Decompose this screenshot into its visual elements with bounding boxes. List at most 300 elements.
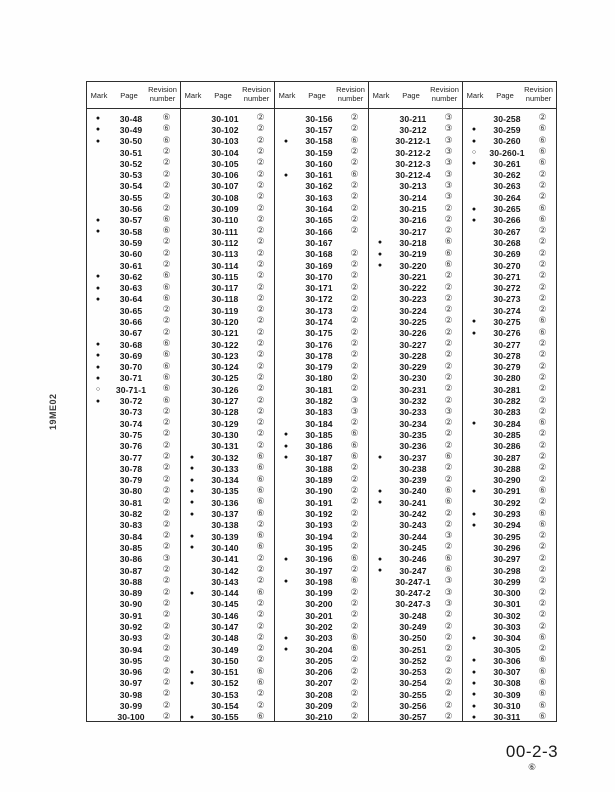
revision-number-cell: ② bbox=[444, 395, 453, 406]
revision-number-cell: ⑥ bbox=[444, 237, 453, 248]
column-header bbox=[275, 82, 368, 109]
page-number-cell: 30-241 bbox=[399, 497, 427, 508]
table-row bbox=[87, 395, 180, 406]
revision-number-cell: ⑥ bbox=[162, 372, 171, 383]
page-number-cell: 30-105 bbox=[211, 158, 239, 169]
page-number-cell: 30-123 bbox=[211, 350, 239, 361]
page-number-cell: 30-120 bbox=[211, 316, 239, 327]
revision-number-cell: ② bbox=[538, 474, 547, 485]
table-row bbox=[181, 158, 274, 169]
page-number-cell: 30-143 bbox=[211, 576, 239, 587]
header-page-label: Page bbox=[120, 90, 138, 100]
page-number-cell: 30-290 bbox=[493, 475, 521, 486]
table-row bbox=[181, 700, 274, 711]
revision-number-cell: ⑥ bbox=[256, 531, 265, 542]
revision-number-cell: ② bbox=[538, 169, 547, 180]
table-row bbox=[369, 576, 462, 587]
page-number-cell: 30-303 bbox=[493, 622, 521, 632]
page-number-cell: 30-178 bbox=[305, 350, 333, 361]
page-number-cell: 30-84 bbox=[119, 531, 143, 542]
revision-number-cell: ② bbox=[256, 610, 265, 621]
table-row bbox=[275, 384, 368, 395]
page-number-cell: 30-213 bbox=[399, 181, 427, 192]
revision-number-cell: ⑥ bbox=[444, 497, 453, 508]
revision-number-cell: ② bbox=[538, 260, 547, 270]
revision-number-cell: ② bbox=[444, 463, 453, 474]
page-number-cell: 30-188 bbox=[305, 463, 333, 474]
page-number-cell: 30-67 bbox=[119, 328, 143, 339]
revision-number-cell: ② bbox=[256, 271, 265, 282]
table-row bbox=[369, 542, 462, 553]
revision-number-cell: ② bbox=[538, 372, 547, 383]
revised-mark-icon: ● bbox=[471, 420, 477, 428]
page-number-cell: 30-264 bbox=[493, 192, 521, 203]
table-row bbox=[463, 260, 556, 271]
page-number-cell: 30-300 bbox=[493, 588, 521, 599]
page-number-cell: 30-86 bbox=[119, 554, 143, 565]
page-number-cell: 30-247 bbox=[399, 565, 427, 576]
page-number-cell: 30-169 bbox=[305, 260, 333, 271]
page-number-cell: 30-149 bbox=[211, 644, 239, 655]
header-mark-label: Mark bbox=[184, 90, 202, 100]
revision-number-cell: ⑥ bbox=[350, 440, 359, 451]
page-number-cell: 30-74 bbox=[119, 418, 143, 429]
table-row bbox=[275, 508, 368, 519]
page-number-cell: 30-199 bbox=[305, 588, 333, 599]
revised-mark-icon: ● bbox=[283, 555, 289, 563]
page-number-cell: 30-100 bbox=[117, 712, 145, 721]
table-row bbox=[275, 599, 368, 610]
page-number-cell: 30-239 bbox=[399, 475, 427, 486]
revision-number-cell: ② bbox=[162, 666, 171, 677]
page-number-cell: 30-229 bbox=[399, 362, 427, 373]
revision-number-cell: ② bbox=[256, 350, 265, 361]
table-row bbox=[463, 554, 556, 565]
revised-mark-icon: ● bbox=[189, 454, 195, 462]
revision-number-cell: ② bbox=[350, 203, 359, 214]
table-row bbox=[275, 441, 368, 452]
revised-mark-icon: ● bbox=[471, 318, 477, 326]
page-number-cell: 30-208 bbox=[305, 689, 333, 700]
revision-number-cell: ② bbox=[350, 271, 359, 282]
revision-number-cell: ② bbox=[444, 677, 453, 688]
table-row bbox=[463, 497, 556, 508]
table-row bbox=[463, 249, 556, 260]
page-number-cell: 30-198 bbox=[305, 576, 333, 587]
revision-number-cell: ⑥ bbox=[350, 169, 359, 180]
page-number-cell: 30-210 bbox=[305, 712, 333, 721]
table-row bbox=[275, 610, 368, 621]
revision-number-cell: ② bbox=[350, 282, 359, 293]
table-row bbox=[87, 475, 180, 486]
page-number-cell: 30-131 bbox=[211, 441, 239, 452]
page-number-cell: 30-53 bbox=[119, 170, 143, 181]
page-number-cell: 30-181 bbox=[305, 384, 333, 395]
revised-mark-icon: ● bbox=[189, 668, 195, 676]
revision-number-cell: ② bbox=[162, 203, 171, 214]
revision-number-cell: ⑥ bbox=[538, 485, 547, 496]
revision-number-cell: ② bbox=[256, 158, 265, 169]
revision-number-cell: ② bbox=[350, 226, 359, 237]
revision-number-cell: ② bbox=[444, 632, 453, 643]
table-row bbox=[369, 362, 462, 373]
revision-number-cell: ⑥ bbox=[256, 542, 265, 553]
table-row bbox=[275, 237, 368, 248]
page-number-cell: 30-203 bbox=[305, 633, 333, 644]
column-header bbox=[369, 82, 462, 109]
revision-number-cell: ② bbox=[350, 621, 359, 632]
revision-number-cell: ② bbox=[444, 293, 453, 304]
revision-number-cell: ② bbox=[256, 372, 265, 383]
page-number-cell: 30-48 bbox=[119, 113, 143, 124]
page-number-cell: 30-292 bbox=[493, 497, 521, 508]
revision-number-cell: ② bbox=[162, 689, 171, 700]
revision-number-cell: ② bbox=[350, 565, 359, 576]
revised-mark-icon: ● bbox=[95, 115, 101, 123]
page-number-cell: 30-244 bbox=[399, 531, 427, 542]
page-number-cell: 30-163 bbox=[305, 192, 333, 203]
table-row bbox=[463, 576, 556, 587]
revised-mark-icon: ● bbox=[471, 329, 477, 337]
revision-number-cell: ② bbox=[162, 237, 171, 248]
table-row bbox=[463, 463, 556, 474]
page-number-cell: 30-96 bbox=[119, 667, 143, 678]
revision-number-cell: ② bbox=[538, 429, 547, 440]
table-row bbox=[181, 237, 274, 248]
page-number-cell: 30-85 bbox=[119, 542, 143, 553]
revision-number-cell: ② bbox=[162, 474, 171, 485]
revision-number-cell: ② bbox=[162, 463, 171, 474]
revision-number-cell: ② bbox=[538, 395, 547, 406]
revision-number-cell: ③ bbox=[444, 598, 453, 609]
revision-number-cell: ② bbox=[350, 361, 359, 372]
revision-number-cell: ② bbox=[350, 519, 359, 530]
page-number-cell: 30-279 bbox=[493, 362, 521, 373]
page-number-cell: 30-78 bbox=[119, 463, 143, 474]
revision-number-cell: ② bbox=[350, 508, 359, 519]
table-row bbox=[369, 237, 462, 248]
revision-number-cell: ⑥ bbox=[256, 485, 265, 496]
table-row bbox=[181, 678, 274, 689]
table-row bbox=[275, 147, 368, 158]
page-number-cell: 30-142 bbox=[211, 565, 239, 576]
table-row bbox=[87, 203, 180, 214]
revision-number-cell: ② bbox=[444, 621, 453, 632]
revision-number-cell: ② bbox=[256, 147, 265, 158]
page-number-cell: 30-92 bbox=[119, 622, 143, 632]
revision-number-cell: ⑥ bbox=[538, 203, 547, 214]
table-row bbox=[369, 328, 462, 339]
page-number-cell: 30-275 bbox=[493, 316, 521, 327]
revision-number-cell: ② bbox=[444, 666, 453, 677]
page-number-cell: 30-233 bbox=[399, 407, 427, 418]
table-row bbox=[87, 305, 180, 316]
table-row bbox=[463, 316, 556, 327]
page-number-cell: 30-52 bbox=[119, 158, 143, 169]
page-number-cell: 30-253 bbox=[399, 667, 427, 678]
page-number-cell: 30-62 bbox=[119, 271, 143, 282]
revision-number-cell: ② bbox=[162, 677, 171, 688]
revision-number-cell: ③ bbox=[444, 135, 453, 146]
table-row bbox=[463, 384, 556, 395]
revision-number-cell: ⑥ bbox=[162, 135, 171, 146]
revision-number-cell: ② bbox=[256, 598, 265, 609]
added-mark-icon: ○ bbox=[95, 386, 101, 394]
table-row bbox=[463, 542, 556, 553]
page-number-cell: 30-224 bbox=[399, 305, 427, 316]
revision-number-cell: ② bbox=[444, 339, 453, 350]
page-number-cell: 30-260-1 bbox=[489, 147, 525, 158]
table-row bbox=[275, 407, 368, 418]
table-row bbox=[181, 260, 274, 271]
table-row bbox=[87, 192, 180, 203]
page-number-cell: 30-139 bbox=[211, 531, 239, 542]
page-number-cell: 30-282 bbox=[493, 396, 521, 407]
revision-number-cell: ② bbox=[256, 632, 265, 643]
revised-mark-icon: ● bbox=[377, 250, 383, 258]
table-row bbox=[87, 689, 180, 700]
revised-mark-icon: ● bbox=[377, 567, 383, 575]
table-row bbox=[463, 271, 556, 282]
page-number-cell: 30-173 bbox=[305, 305, 333, 316]
table-row bbox=[463, 452, 556, 463]
table-row bbox=[181, 339, 274, 350]
page-number-cell: 30-291 bbox=[493, 486, 521, 497]
revision-number-cell: ② bbox=[256, 282, 265, 293]
page-number-cell: 30-269 bbox=[493, 249, 521, 260]
revision-number-cell: ⑥ bbox=[538, 124, 547, 135]
revision-number-cell: ③ bbox=[444, 180, 453, 191]
page-number-cell: 30-56 bbox=[119, 204, 143, 215]
header-mark-label: Mark bbox=[466, 90, 484, 100]
page-number-cell: 30-121 bbox=[211, 328, 239, 339]
table-row bbox=[369, 147, 462, 158]
revision-number-cell: ② bbox=[256, 644, 265, 655]
page-number-cell: 30-193 bbox=[305, 520, 333, 531]
revision-number-cell: ② bbox=[350, 700, 359, 711]
page-number-cell: 30-302 bbox=[493, 610, 521, 621]
table-row bbox=[369, 610, 462, 621]
revision-number-cell: ⑥ bbox=[444, 553, 453, 564]
table-row bbox=[275, 158, 368, 169]
page-number-cell: 30-70 bbox=[119, 362, 143, 373]
table-row bbox=[275, 226, 368, 237]
revision-number-cell: ② bbox=[444, 610, 453, 621]
table-row bbox=[87, 294, 180, 305]
table-row bbox=[181, 452, 274, 463]
table-row bbox=[275, 124, 368, 135]
table-row bbox=[181, 712, 274, 721]
revision-number-cell: ② bbox=[350, 689, 359, 700]
revised-mark-icon: ● bbox=[95, 137, 101, 145]
revision-number-cell: ② bbox=[538, 237, 547, 248]
page-number-cell: 30-136 bbox=[211, 497, 239, 508]
footer-page-number: 00-2-3 bbox=[505, 742, 559, 761]
revision-number-cell: ② bbox=[538, 565, 547, 576]
revision-number-cell: ② bbox=[162, 316, 171, 327]
revision-number-cell: ② bbox=[538, 192, 547, 203]
table-row bbox=[369, 531, 462, 542]
table-row bbox=[181, 610, 274, 621]
revision-number-cell: ③ bbox=[350, 395, 359, 406]
table-row bbox=[87, 565, 180, 576]
table-row bbox=[275, 667, 368, 678]
revision-number-cell: ② bbox=[350, 248, 359, 259]
page-number-cell: 30-180 bbox=[305, 373, 333, 384]
revised-mark-icon: ● bbox=[471, 126, 477, 134]
page-number-cell: 30-132 bbox=[211, 452, 239, 463]
table-row bbox=[87, 373, 180, 384]
table-row bbox=[275, 282, 368, 293]
table-row bbox=[463, 169, 556, 180]
page-number-cell: 30-265 bbox=[493, 204, 521, 215]
table-row bbox=[181, 587, 274, 598]
table-row bbox=[181, 328, 274, 339]
revision-number-cell: ② bbox=[538, 305, 547, 316]
page-number-cell: 30-128 bbox=[211, 407, 239, 418]
table-row bbox=[369, 667, 462, 678]
table-row bbox=[275, 621, 368, 632]
table-row bbox=[463, 203, 556, 214]
page-number-cell: 30-145 bbox=[211, 599, 239, 610]
table-row bbox=[87, 429, 180, 440]
table-row bbox=[275, 395, 368, 406]
revision-number-cell: ② bbox=[538, 180, 547, 191]
table-row bbox=[369, 497, 462, 508]
revision-number-cell: ② bbox=[256, 226, 265, 237]
table-row bbox=[87, 554, 180, 565]
revision-number-cell: ② bbox=[350, 158, 359, 169]
revision-number-cell: ② bbox=[162, 497, 171, 508]
revised-mark-icon: ● bbox=[283, 171, 289, 179]
page-number-cell: 30-234 bbox=[399, 418, 427, 429]
revision-number-cell: ② bbox=[444, 327, 453, 338]
page-number-cell: 30-254 bbox=[399, 678, 427, 689]
revision-number-cell: ② bbox=[162, 598, 171, 609]
table-row bbox=[463, 362, 556, 373]
table-row bbox=[275, 203, 368, 214]
page-number-cell: 30-192 bbox=[305, 509, 333, 520]
table-row bbox=[463, 237, 556, 248]
table-row bbox=[275, 520, 368, 531]
page-number-cell: 30-135 bbox=[211, 486, 239, 497]
revision-number-cell: ② bbox=[256, 384, 265, 395]
page-number-cell: 30-276 bbox=[493, 328, 521, 339]
table-row bbox=[369, 260, 462, 271]
table-row bbox=[181, 316, 274, 327]
revision-number-cell: ② bbox=[538, 553, 547, 564]
table-row bbox=[87, 271, 180, 282]
revision-number-cell: ② bbox=[538, 497, 547, 508]
revision-number-cell: ② bbox=[256, 621, 265, 632]
page-number-cell: 30-212-1 bbox=[395, 136, 431, 147]
table-row bbox=[275, 554, 368, 565]
page-number-cell: 30-94 bbox=[119, 644, 143, 655]
revision-number-cell: ② bbox=[350, 214, 359, 225]
revision-number-cell: ⑥ bbox=[256, 474, 265, 485]
revision-number-cell: ② bbox=[538, 463, 547, 474]
revision-number-cell: ⑥ bbox=[350, 135, 359, 146]
page-number-cell: 30-138 bbox=[211, 520, 239, 531]
table-row bbox=[369, 384, 462, 395]
page-number-cell: 30-50 bbox=[119, 136, 143, 147]
revision-number-cell: ② bbox=[256, 327, 265, 338]
table-row bbox=[463, 712, 556, 721]
page-number-cell: 30-286 bbox=[493, 441, 521, 452]
revision-number-cell: ② bbox=[350, 474, 359, 485]
revision-number-cell: ③ bbox=[444, 124, 453, 135]
table-row bbox=[181, 441, 274, 452]
page-number-cell: 30-256 bbox=[399, 701, 427, 712]
page-number-cell: 30-308 bbox=[493, 678, 521, 689]
page-number-cell: 30-55 bbox=[119, 192, 143, 203]
revised-mark-icon: ● bbox=[283, 454, 289, 462]
table-row bbox=[463, 215, 556, 226]
page-number-cell: 30-212 bbox=[399, 124, 427, 135]
table-row bbox=[275, 655, 368, 666]
table-row bbox=[369, 599, 462, 610]
table-row bbox=[181, 644, 274, 655]
table-row bbox=[181, 305, 274, 316]
revised-mark-icon: ● bbox=[189, 510, 195, 518]
revision-number-cell: ⑥ bbox=[350, 632, 359, 643]
revision-number-cell: ② bbox=[538, 384, 547, 395]
revision-number-cell: ② bbox=[350, 180, 359, 191]
revision-number-cell: ② bbox=[538, 542, 547, 553]
rows-container bbox=[369, 109, 462, 721]
table-row bbox=[181, 508, 274, 519]
page-number-cell: 30-277 bbox=[493, 339, 521, 350]
table-row bbox=[275, 181, 368, 192]
header-page-label: Page bbox=[308, 90, 326, 100]
revision-number-cell: ② bbox=[444, 203, 453, 214]
page-number-cell: 30-71 bbox=[119, 373, 143, 384]
revision-number-cell: ⑥ bbox=[538, 689, 547, 700]
page-number-cell: 30-99 bbox=[119, 701, 143, 712]
page-number-cell: 30-141 bbox=[211, 554, 239, 565]
table-row bbox=[275, 429, 368, 440]
revision-number-cell: ⑥ bbox=[162, 339, 171, 350]
page-number-cell: 30-304 bbox=[493, 633, 521, 644]
revision-number-cell: ⑥ bbox=[538, 519, 547, 530]
table-row bbox=[181, 215, 274, 226]
page-number-cell: 30-179 bbox=[305, 362, 333, 373]
revision-number-cell: ③ bbox=[444, 576, 453, 587]
revision-number-cell: ⑥ bbox=[162, 124, 171, 135]
table-row bbox=[369, 226, 462, 237]
table-row bbox=[275, 689, 368, 700]
page-number-cell: 30-262 bbox=[493, 170, 521, 181]
table-row bbox=[463, 633, 556, 644]
page-number-cell: 30-228 bbox=[399, 350, 427, 361]
page-number-cell: 30-271 bbox=[493, 271, 521, 282]
table-row bbox=[275, 486, 368, 497]
revision-number-cell: ② bbox=[162, 305, 171, 316]
table-row bbox=[87, 136, 180, 147]
page-number-cell: 30-154 bbox=[211, 701, 239, 712]
revised-mark-icon: ● bbox=[471, 634, 477, 642]
page-number-cell: 30-113 bbox=[211, 249, 239, 260]
page-number-cell: 30-91 bbox=[119, 610, 143, 621]
page-number-cell: 30-252 bbox=[399, 655, 427, 666]
page-number-cell: 30-211 bbox=[399, 113, 427, 124]
table-row bbox=[369, 350, 462, 361]
page-number-cell: 30-63 bbox=[119, 283, 143, 294]
page-number-cell: 30-235 bbox=[399, 429, 427, 440]
revised-mark-icon: ● bbox=[377, 454, 383, 462]
revision-number-cell: ② bbox=[162, 406, 171, 417]
table-row bbox=[87, 237, 180, 248]
